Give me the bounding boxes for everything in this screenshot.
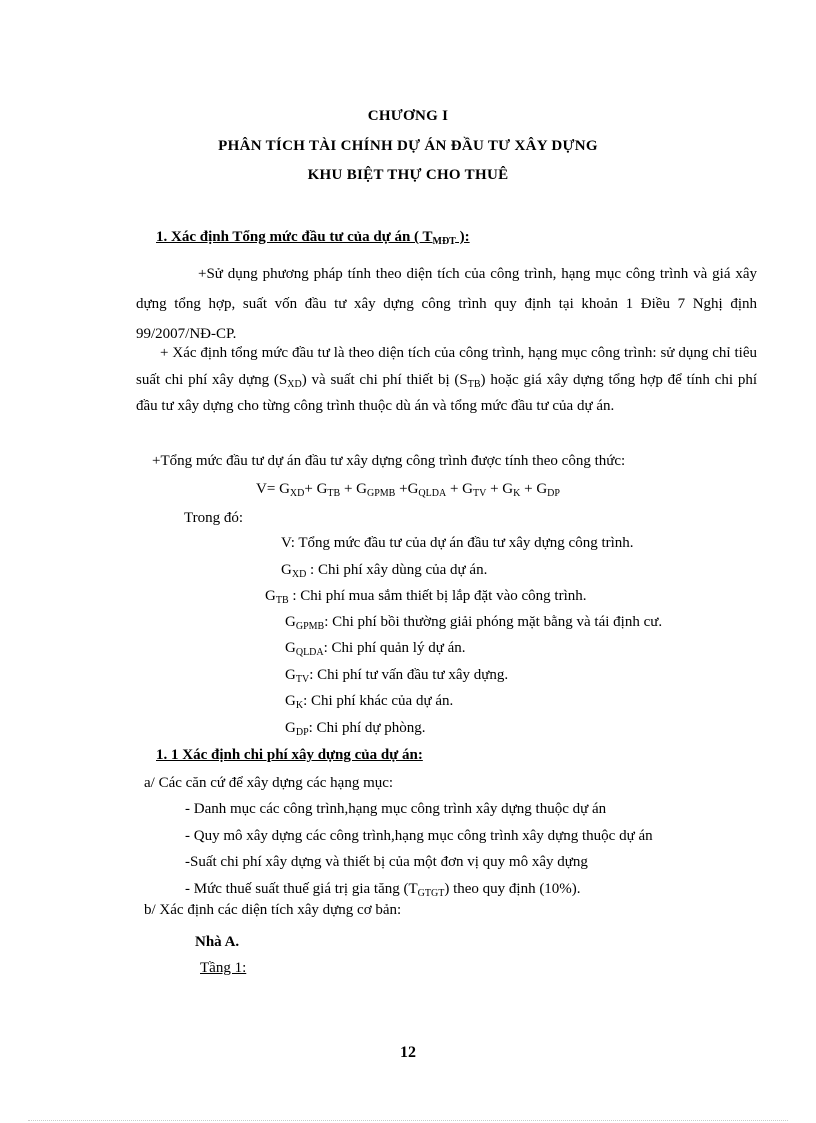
section1-heading-end: ): <box>455 229 470 245</box>
def-text: : Chi phí bồi thường giải phóng mặt bằng và tái định cư. <box>324 614 663 630</box>
section-1-1-heading: 1. 1 Xác định chi phí xây dựng của dự án: <box>156 747 423 763</box>
def-text: : Chi phí xây dùng của dự án. <box>306 562 488 578</box>
formula-part: + G <box>446 481 473 497</box>
formula-sub: TV <box>472 488 487 499</box>
criteria-label: a/ Các căn cứ để xây dựng các hạng mục: <box>144 775 394 791</box>
def-symbol: G <box>285 667 296 683</box>
def-sub: DP <box>295 727 309 738</box>
def-sub: TV <box>295 674 310 685</box>
formula-part: +G <box>395 481 419 497</box>
paragraph-2-part-c: ) hoặc giá xây dựng tổng hợp để tính chi phí đầu tư xây dựng cho từng công trình thuộc dù án và tổng mức đầu tư của dự án. <box>136 371 758 414</box>
formula-part: + G <box>340 481 367 497</box>
formula-part: + G <box>520 481 548 497</box>
def-gtv <box>285 667 508 684</box>
def-sub: QLDA <box>295 647 324 658</box>
page-number: 12 <box>400 1044 416 1061</box>
formula-part: + G <box>304 481 328 497</box>
areas-label: b/ Xác định các diện tích xây dựng cơ bản: <box>144 902 402 918</box>
criteria-item <box>185 881 581 898</box>
house-label: Nhà A. <box>195 934 240 950</box>
section1-heading-sub: MĐT <box>432 236 456 247</box>
def-v: V: Tổng mức đầu tư của dự án đầu tư xây dựng công trình. <box>281 535 634 551</box>
criteria-item: - Quy mô xây dựng các công trình,hạng mục công trình xây dựng thuộc dự án <box>185 828 653 844</box>
criteria-item: - Danh mục các công trình,hạng mục công trình xây dựng thuộc dự án <box>185 801 607 817</box>
def-sub: GPMB <box>295 621 325 632</box>
formula-sub: K <box>513 488 521 499</box>
def-symbol: G <box>285 614 296 630</box>
criteria-item-sub: GTGT <box>417 888 445 899</box>
formula-sub: GPMB <box>367 488 396 499</box>
def-symbol: G <box>281 562 292 578</box>
criteria-item: -Suất chi phí xây dựng và thiết bị của một đơn vị quy mô xây dựng <box>185 854 588 870</box>
def-gdp <box>285 720 426 737</box>
def-text: : Chi phí dự phòng. <box>308 720 426 736</box>
section1-heading <box>156 229 470 246</box>
def-ggpmb <box>285 614 662 631</box>
floor-label: Tầng 1: <box>200 960 247 976</box>
def-text: : Chi phí khác của dự án. <box>303 693 454 709</box>
formula-sub: TB <box>327 488 341 499</box>
formula <box>0 481 816 498</box>
formula-part: V= G <box>256 481 290 497</box>
def-sub: TB <box>275 595 289 606</box>
page-bottom-divider <box>28 1120 788 1121</box>
def-symbol: G <box>285 693 296 709</box>
def-sub: K <box>295 700 304 711</box>
def-gqlda <box>285 640 466 657</box>
section1-heading-text: 1. Xác định Tổng mức đầu tư của dự án ( T <box>156 229 433 245</box>
paragraph-2-sub-tb: TB <box>467 378 481 390</box>
chapter-title-line1: PHÂN TÍCH TÀI CHÍNH DỰ ÁN ĐẦU TƯ XÂY DỰNG <box>218 138 598 154</box>
def-text: : Chi phí quản lý dự án. <box>323 640 466 656</box>
formula-part: + G <box>486 481 514 497</box>
formula-sub: QLDA <box>418 488 447 499</box>
paragraph-3: +Tổng mức đầu tư dự án đầu tư xây dựng công trình được tính theo công thức: <box>152 453 626 469</box>
formula-sub: XD <box>289 488 305 499</box>
def-symbol: G <box>265 588 276 604</box>
def-text: : Chi phí tư vấn đầu tư xây dựng. <box>309 667 509 683</box>
paragraph-2-part-a: + Xác định tổng mức đầu tư là theo diện tích của công trình, hạng mục công trình: sử dụng chỉ tiêu suất chi phí xây dựng (S <box>136 345 757 388</box>
def-gtb <box>265 588 587 605</box>
where-label: Trong đó: <box>184 510 244 526</box>
def-symbol: G <box>285 640 296 656</box>
def-gxd <box>281 562 487 579</box>
def-text: : Chi phí mua sắm thiết bị lắp đặt vào công trình. <box>288 588 587 604</box>
formula-sub: DP <box>547 488 560 499</box>
paragraph-2-part-b: ) và suất chi phí thiết bị (S <box>301 371 468 388</box>
def-symbol: G <box>285 720 296 736</box>
paragraph-2-sub-xd: XD <box>287 378 302 390</box>
criteria-item-text: ) theo quy định (10%). <box>444 881 581 897</box>
def-gk <box>285 693 453 710</box>
paragraph-1: +Sử dụng phương pháp tính theo diện tích của công trình, hạng mục công trình và giá xây dựng tổng hợp, suất vốn đầu tư xây dựng công trình quy định tại khoản 1 Điều 7 Nghị định 99/2007/NĐ-CP. <box>136 266 757 342</box>
chapter-title-line2: KHU BIỆT THỰ CHO THUÊ <box>307 167 509 183</box>
chapter-label: CHƯƠNG I <box>367 108 449 124</box>
paragraph-2 <box>136 340 757 420</box>
criteria-item-text: - Mức thuế suất thuế giá trị gia tăng (T <box>185 881 418 897</box>
def-sub: XD <box>291 569 307 580</box>
